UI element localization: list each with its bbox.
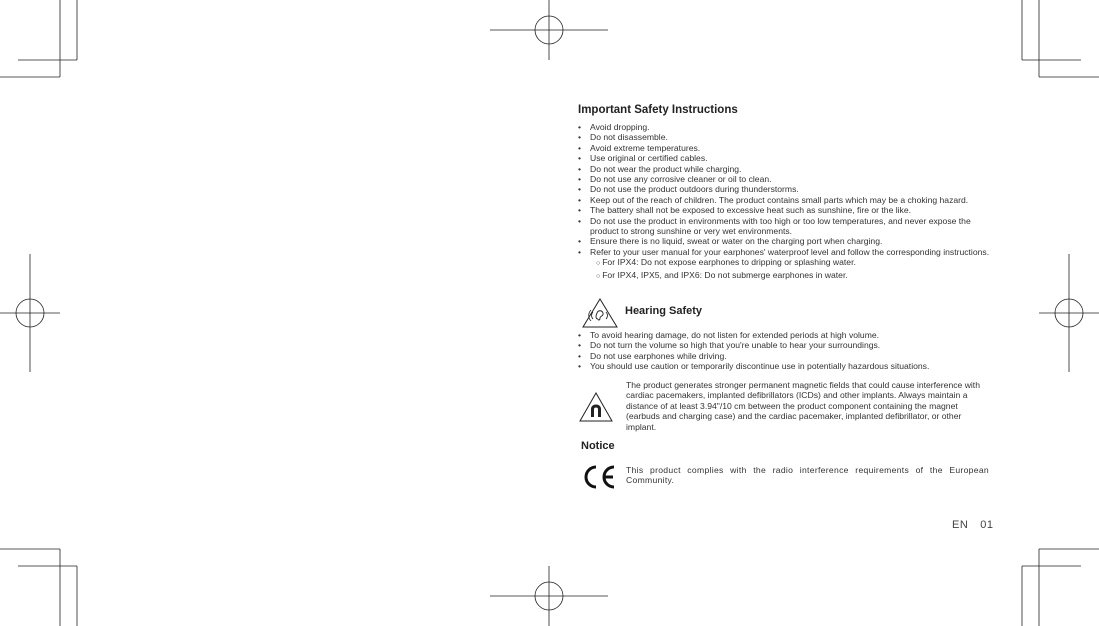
list-item: • Do not use any corrosive cleaner or oil to clean. [578, 174, 992, 184]
list-item: • Do not use earphones while driving. [578, 351, 992, 361]
ce-mark-icon [581, 463, 617, 491]
list-item: • Keep out of the reach of children. The product contains small parts which may be a choking hazard. [578, 195, 992, 205]
list-item: • Do not disassemble. [578, 132, 992, 142]
sub-item: ○ For IPX4: Do not expose earphones to dripping or splashing water. [590, 257, 992, 269]
hearing-list [578, 330, 992, 372]
list-item: • The battery shall not be exposed to excessive heat such as sunshine, fire or the like. [578, 205, 992, 215]
page-footer [952, 519, 994, 531]
list-item: • Avoid dropping. [578, 122, 992, 132]
magnet-notice-text: The product generates stronger permanent magnetic fields that could cause interference with cardiac pacemakers, implanted defibrillators (ICDs) and other implants. Always maintain a distance of at least 3.94"/10 cm between the product component containing the magnet (earbuds and charging case) and the cardiac pacemaker, implanted defibrillator, or other implant. [626, 380, 980, 432]
list-item-text: Refer to your user manual for your earphones' waterproof level and follow the corresponding instructions. [590, 246, 990, 257]
notice-heading: Notice [581, 440, 615, 452]
hearing-warning-icon [581, 297, 619, 329]
ce-notice-text: This product complies with the radio interference requirements of the European Community. [626, 465, 989, 486]
language-code: EN [952, 519, 969, 531]
sub-item: ○ For IPX4, IPX5, and IPX6: Do not submerge earphones in water. [590, 270, 992, 282]
list-item: • Avoid extreme temperatures. [578, 143, 992, 153]
list-item: • You should use caution or temporarily discontinue use in potentially hazardous situations. [578, 361, 992, 371]
list-item: • Do not turn the volume so high that you're unable to hear your surroundings. [578, 340, 992, 350]
magnet-warning-icon [578, 391, 614, 423]
list-item: • Do not use the product outdoors during thunderstorms. [578, 184, 992, 194]
list-item [578, 247, 992, 282]
hearing-heading: Hearing Safety [625, 305, 703, 317]
list-item: • To avoid hearing damage, do not listen for extended periods at high volume. [578, 330, 992, 340]
list-item: • Use original or certified cables. [578, 153, 992, 163]
list-item: • Ensure there is no liquid, sweat or water on the charging port when charging. [578, 236, 992, 246]
safety-list [578, 122, 992, 282]
list-item: • Do not wear the product while charging. [578, 164, 992, 174]
safety-heading: Important Safety Instructions [578, 104, 738, 116]
page-number: 01 [980, 519, 994, 531]
list-item: • Do not use the product in environments with too high or too low temperatures, and never expose the product to strong sunshine or very wet environments. [578, 216, 992, 237]
